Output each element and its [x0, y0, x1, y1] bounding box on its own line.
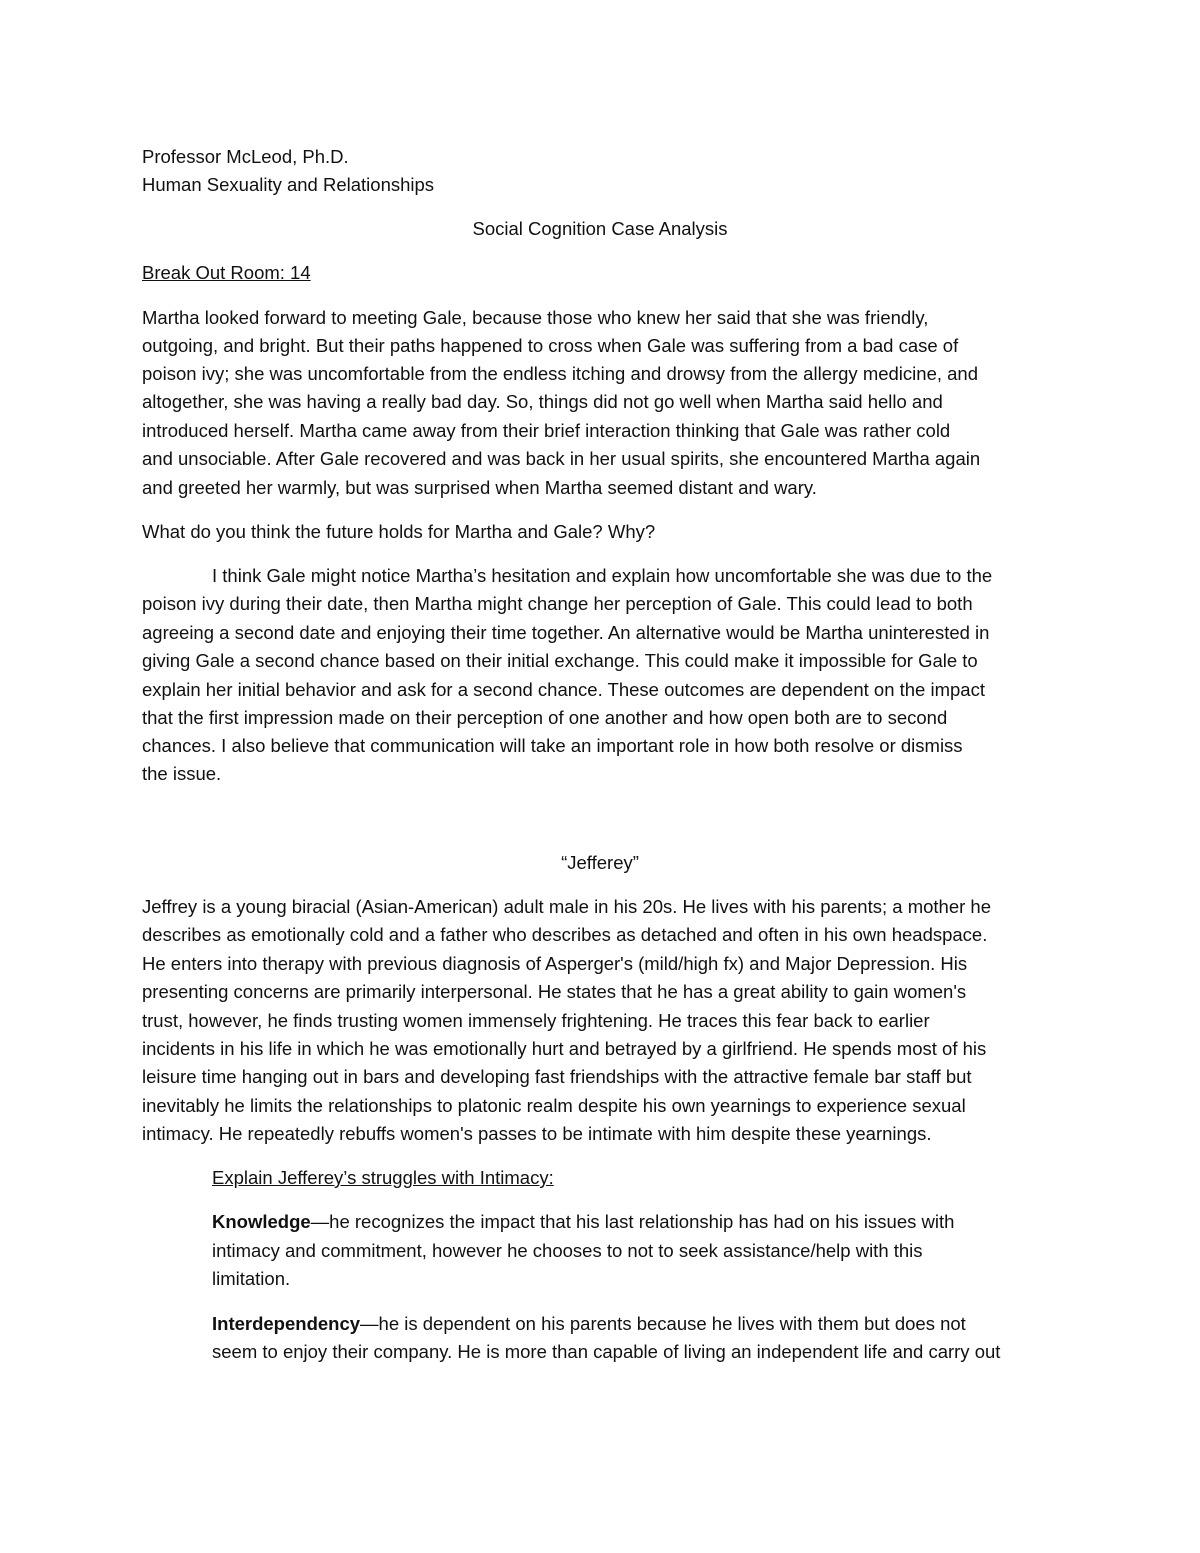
answer-line: that the first impression made on their perception of one another and how open both are to second: [142, 707, 948, 728]
interdependency-term: Interdependency: [212, 1313, 361, 1334]
case2-line: presenting concerns are primarily interpersonal. He states that he has a great ability to gain women's: [142, 981, 967, 1002]
answer-line: agreeing a second date and enjoying their time together. An alternative would be Martha uninterested in: [142, 622, 990, 643]
case1-line: Martha looked forward to meeting Gale, because those who knew her said that she was friendly,: [142, 307, 929, 328]
interdependency-line: seem to enjoy their company. He is more than capable of living an independent life and carry out: [212, 1341, 1001, 1362]
case2-line: describes as emotionally cold and a father who describes as detached and often in his own headspace.: [142, 924, 988, 945]
answer-line: chances. I also believe that communication will take an important role in how both resolve or dismiss: [142, 735, 963, 756]
knowledge-text: —he recognizes the impact that his last relationship has had on his issues with: [310, 1211, 955, 1232]
answer-line: I think Gale might notice Martha’s hesitation and explain how uncomfortable she was due to the: [212, 565, 993, 586]
knowledge-term: Knowledge: [212, 1211, 311, 1232]
knowledge-line: limitation.: [212, 1268, 291, 1289]
case2-line: He enters into therapy with previous diagnosis of Asperger's (mild/high fx) and Major Depression. His: [142, 953, 968, 974]
case1-question: What do you think the future holds for Martha and Gale? Why?: [142, 521, 656, 542]
case1-line: poison ivy; she was uncomfortable from the endless itching and drowsy from the allergy medicine, and: [142, 363, 979, 384]
case2-line: incidents in his life in which he was emotionally hurt and betrayed by a girlfriend. He spends most of his: [142, 1038, 987, 1059]
case1-line: altogether, she was having a really bad day. So, things did not go well when Martha said hello and: [142, 391, 943, 412]
breakout-room: Break Out Room: 14: [142, 262, 311, 283]
interdependency-text: —he is dependent on his parents because he lives with them but does not: [360, 1313, 966, 1334]
case2-line: intimacy. He repeatedly rebuffs women's passes to be intimate with him despite these yearnings.: [142, 1123, 932, 1144]
case2-line: Jeffrey is a young biracial (Asian-American) adult male in his 20s. He lives with his parents; a mother he: [142, 896, 991, 917]
professor-name: Professor McLeod, Ph.D.: [142, 146, 349, 167]
answer-line: poison ivy during their date, then Martha might change her perception of Gale. This could lead to both: [142, 593, 973, 614]
case1-line: outgoing, and bright. But their paths happened to cross when Gale was suffering from a bad case of: [142, 335, 959, 356]
course-name: Human Sexuality and Relationships: [142, 174, 435, 195]
case2-line: leisure time hanging out in bars and developing fast friendships with the attractive female bar staff but: [142, 1066, 972, 1087]
case1-line: and unsociable. After Gale recovered and was back in her usual spirits, she encountered Martha again: [142, 448, 981, 469]
case2-prompt: Explain Jefferey’s struggles with Intimacy:: [212, 1167, 554, 1188]
case2-title: “Jefferey”: [561, 852, 639, 873]
case2-line: trust, however, he finds trusting women immensely frightening. He traces this fear back to earlier: [142, 1010, 930, 1031]
case1-line: introduced herself. Martha came away from their brief interaction thinking that Gale was rather cold: [142, 420, 951, 441]
knowledge-line: [212, 1211, 954, 1233]
answer-line: giving Gale a second chance based on their initial exchange. This could make it impossible for Gale to: [142, 650, 978, 671]
answer-line: the issue.: [142, 763, 222, 784]
knowledge-line: intimacy and commitment, however he chooses to not to seek assistance/help with this: [212, 1240, 923, 1261]
interdependency-line: [212, 1313, 966, 1335]
case2-line: inevitably he limits the relationships to platonic realm despite his own yearnings to experience sexual: [142, 1095, 966, 1116]
document-title: Social Cognition Case Analysis: [472, 218, 728, 239]
answer-line: explain her initial behavior and ask for a second chance. These outcomes are dependent on the impact: [142, 679, 985, 700]
case1-line: and greeted her warmly, but was surprised when Martha seemed distant and wary.: [142, 477, 817, 498]
